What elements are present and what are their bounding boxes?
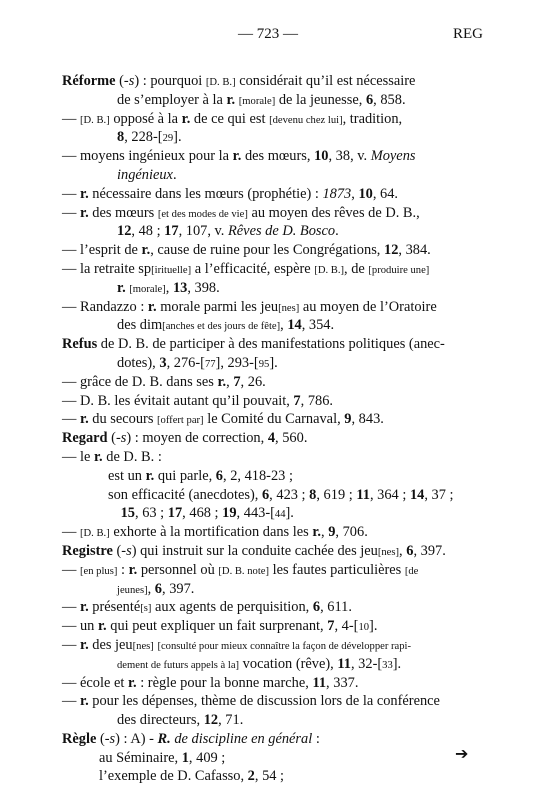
index-line: — grâce de D. B. dans ses r., 7, 26. (62, 373, 266, 390)
continuation-arrow-icon: ➔ (455, 746, 469, 763)
index-line: Règle (-s) : A) - R. de discipline en général : (62, 730, 320, 747)
index-line: — un r. qui peut expliquer un fait surprenant, 7, 4-[10]. (62, 618, 378, 635)
index-line: — r. présenté[s] aux agents de perquisition, 6, 611. (62, 599, 352, 616)
index-line: Refus de D. B. de participer à des manifestations politiques (anec- (62, 336, 445, 353)
index-line: — [D. B.] exhorte à la mortification dans les r., 9, 706. (62, 524, 368, 541)
index-line: — r. des jeu[nes] [consulté pour mieux connaître la façon de développer rapi- (62, 636, 411, 653)
index-line: ingénieux. (117, 166, 177, 183)
running-head: REG (453, 26, 483, 42)
index-line: — r. nécessaire dans les mœurs (prophétie) : 1873, 10, 64. (62, 185, 399, 202)
index-line: au Séminaire, 1, 409 ; (99, 749, 226, 766)
index-line: — r. des mœurs [et des modes de vie] au moyen des rêves de D. B., (62, 204, 420, 221)
index-line: — r. pour les dépenses, thème de discussion lors de la conférence (62, 693, 440, 710)
index-line: — école et r. : règle pour la bonne marche, 11, 337. (62, 674, 359, 691)
index-entries (62, 72, 490, 786)
index-line: — r. du secours [offert par] le Comité du Carnaval, 9, 843. (62, 411, 384, 428)
index-line: — la retraite sp[irituelle] a l’efficacité, espère [D. B.], de [produire une] (62, 260, 430, 277)
index-line: — moyens ingénieux pour la r. des mœurs, 10, 38, v. Moyens (62, 148, 416, 165)
index-line: dotes), 3, 276-[77], 293-[95]. (117, 354, 278, 371)
index-line: Regard (-s) : moyen de correction, 4, 560. (62, 430, 308, 447)
index-line: — Randazzo : r. morale parmi les jeu[nes] au moyen de l’Oratoire (62, 298, 437, 315)
index-line: des dim[anches et des jours de fête], 14, 354. (117, 317, 335, 334)
page-number: — 723 — (238, 26, 298, 42)
index-line: — le r. de D. B. : (62, 448, 162, 465)
index-line: son efficacité (anecdotes), 6, 423 ; 8, 619 ; 11, 364 ; 14, 37 ; (108, 486, 454, 503)
index-line: 12, 48 ; 17, 107, v. Rêves de D. Bosco. (117, 223, 339, 240)
index-line: r. [morale], 13, 398. (117, 279, 220, 296)
index-line: 15, 63 ; 17, 468 ; 19, 443-[44]. (120, 505, 294, 522)
index-line: de s’employer à la r. [morale] de la jeunesse, 6, 858. (117, 91, 406, 108)
index-line: 8, 228-[29]. (117, 129, 182, 146)
index-line: — [en plus] : r. personnel où [D. B. note] les fautes particulières [de (62, 561, 419, 578)
index-line: jeunes], 6, 397. (117, 580, 195, 597)
index-line: des directeurs, 12, 71. (117, 712, 244, 729)
index-line: l’exemple de D. Cafasso, 2, 54 ; (99, 768, 285, 785)
index-line: dement de futurs appels à la] vocation (rêve), 11, 32-[33]. (117, 655, 402, 672)
index-line: est un r. qui parle, 6, 2, 418-23 ; (108, 467, 293, 484)
index-line: Registre (-s) qui instruit sur la conduite cachée des jeu[nes], 6, 397. (62, 542, 446, 559)
index-line: — D. B. les évitait autant qu’il pouvait, 7, 786. (62, 392, 334, 409)
index-line: — [D. B.] opposé à la r. de ce qui est [devenu chez lui], tradition, (62, 110, 403, 127)
page-header (0, 26, 552, 46)
index-line: Réforme (-s) : pourquoi [D. B.] considérait qu’il est nécessaire (62, 73, 416, 89)
index-line: — l’esprit de r., cause de ruine pour les Congrégations, 12, 384. (62, 242, 431, 259)
